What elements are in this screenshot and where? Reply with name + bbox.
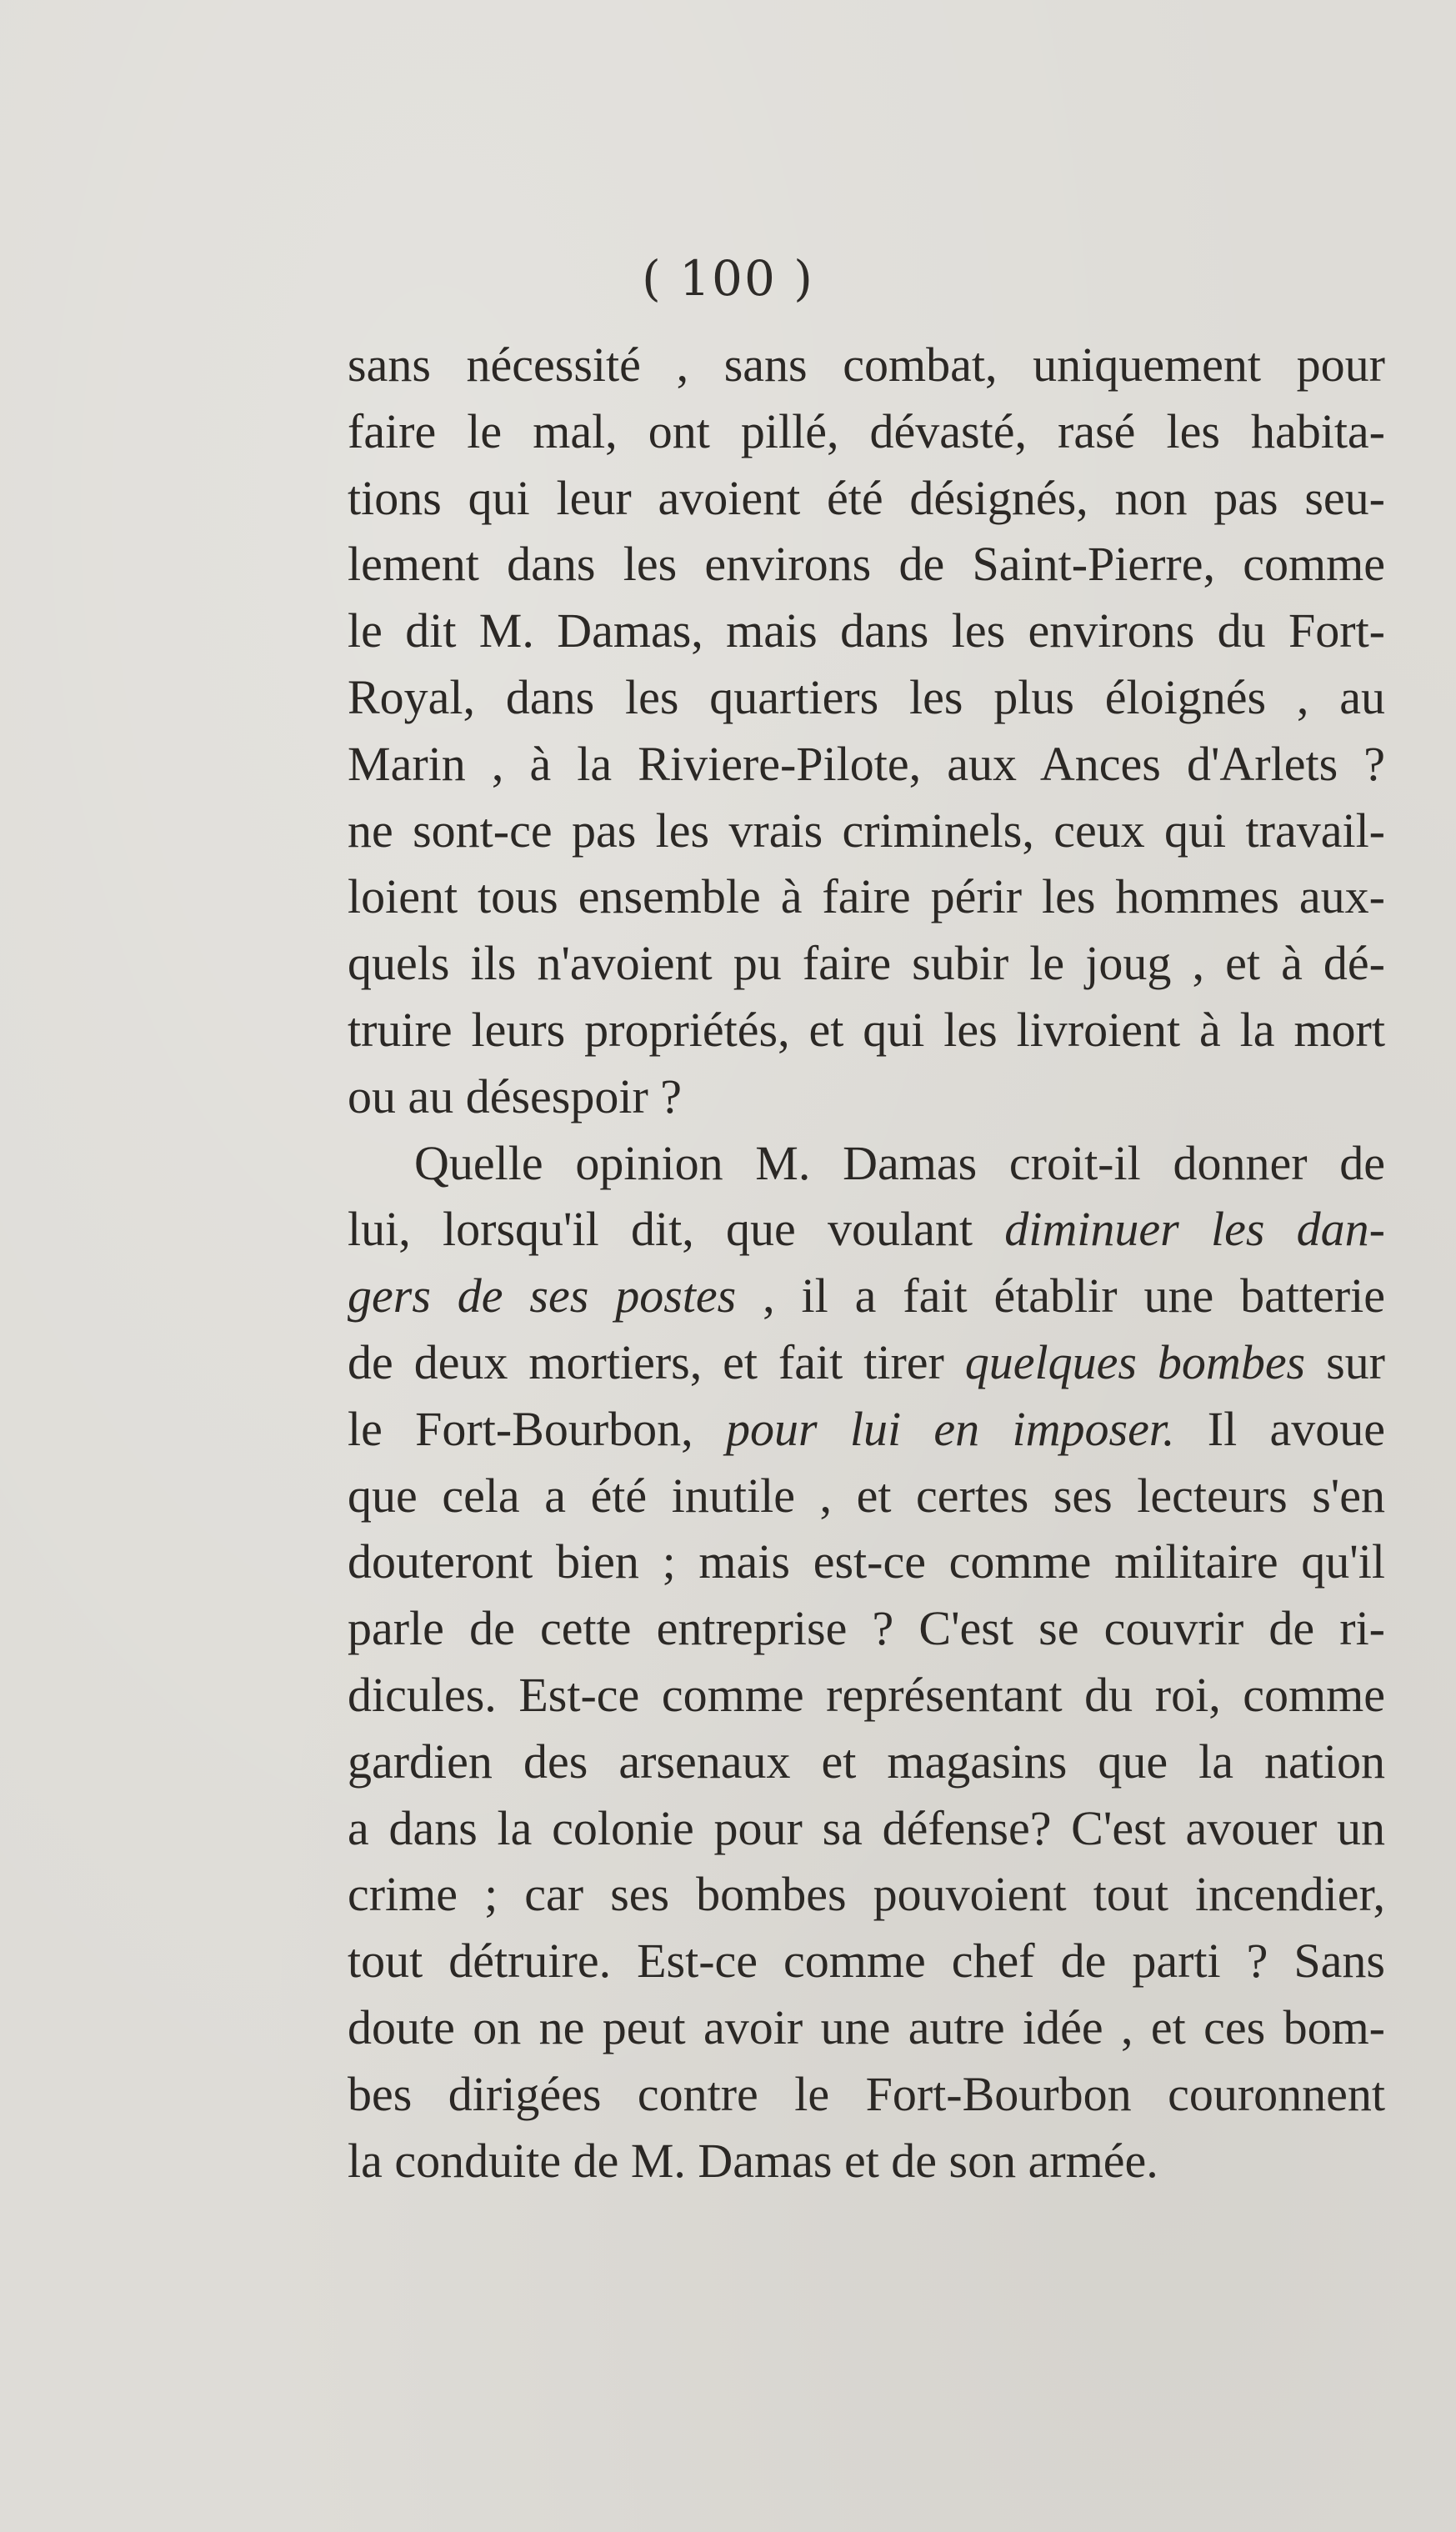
text-line: quels ils n'avoient pu faire subir le joug , et à dé-: [348, 936, 1385, 991]
text-line: [348, 1263, 1385, 1329]
text-line: [348, 1396, 1385, 1463]
text-line: bes dirigées contre le Fort-Bourbon couronnent: [348, 2066, 1385, 2121]
text-line: gardien des arsenaux et magasins que la nation: [348, 1734, 1385, 1789]
text-line: tout détruire. Est-ce comme chef de parti ? Sans: [348, 1934, 1385, 1989]
text-line: ne sont-ce pas les vrais criminels, ceux qui travail-: [348, 803, 1385, 858]
text-line: faire le mal, ont pillé, dévasté, rasé les habita-: [348, 403, 1385, 458]
text-line: le dit M. Damas, mais dans les environs du Fort-: [348, 603, 1385, 658]
italic-run: quelques bombes: [964, 1334, 1306, 1389]
text-run: le Fort-Bourbon,: [348, 1401, 726, 1456]
text-line: truire leurs propriétés, et qui les livroient à la mort: [348, 1002, 1385, 1057]
text-run: sur: [1305, 1334, 1385, 1389]
text-line: loient tous ensemble à faire périr les hommes aux-: [348, 869, 1385, 924]
text-run: Quelle opinion M. Damas croit-il donner de: [414, 1135, 1385, 1190]
italic-run: pour lui en imposer.: [726, 1401, 1175, 1456]
text-run: Il avoue: [1174, 1401, 1386, 1456]
text-line: Royal, dans les quartiers les plus éloignés , au: [348, 669, 1385, 724]
page-number: ( 100 ): [642, 250, 814, 307]
text-line: tions qui leur avoient été désignés, non pas seu-: [348, 470, 1385, 525]
text-line: lement dans les environs de Saint-Pierre, comme: [348, 537, 1385, 592]
text-line: parle de cette entreprise ? C'est se couvrir de ri-: [348, 1601, 1385, 1656]
text-line: a dans la colonie pour sa défense? C'est avouer un: [348, 1800, 1385, 1855]
text-line: sans nécessité , sans combat, uniquement pour: [348, 338, 1385, 392]
text-line: doute on ne peut avoir une autre idée , et ces bom-: [348, 1999, 1385, 2054]
text-line: [348, 1196, 1385, 1263]
text-run: , il a fait établir une batterie: [763, 1269, 1386, 1324]
text-line: crime ; car ses bombes pouvoient tout incendier,: [348, 1867, 1385, 1922]
text-line: Marin , à la Riviere-Pilote, aux Ances d'Arlets ?: [348, 736, 1385, 791]
body-text: [348, 332, 1385, 2194]
text-line: [348, 1130, 1385, 1197]
italic-run: gers de ses postes: [348, 1269, 737, 1324]
text-line: que cela a été inutile , et certes ses lecteurs s'en: [348, 1468, 1385, 1523]
text-line: douteront bien ; mais est-ce comme militaire qu'il: [348, 1534, 1385, 1589]
text-run: lui, lorsqu'il dit, que voulant: [348, 1202, 1005, 1257]
text-line: [348, 1329, 1385, 1396]
text-line: dicules. Est-ce comme représentant du roi, comme: [348, 1667, 1385, 1722]
text-line: la conduite de M. Damas et de son armée.: [348, 2133, 1158, 2188]
italic-run: diminuer les dan-: [1004, 1202, 1385, 1257]
text-run: de deux mortiers, et fait tirer: [348, 1334, 965, 1389]
text-line: ou au désespoir ?: [348, 1068, 683, 1123]
